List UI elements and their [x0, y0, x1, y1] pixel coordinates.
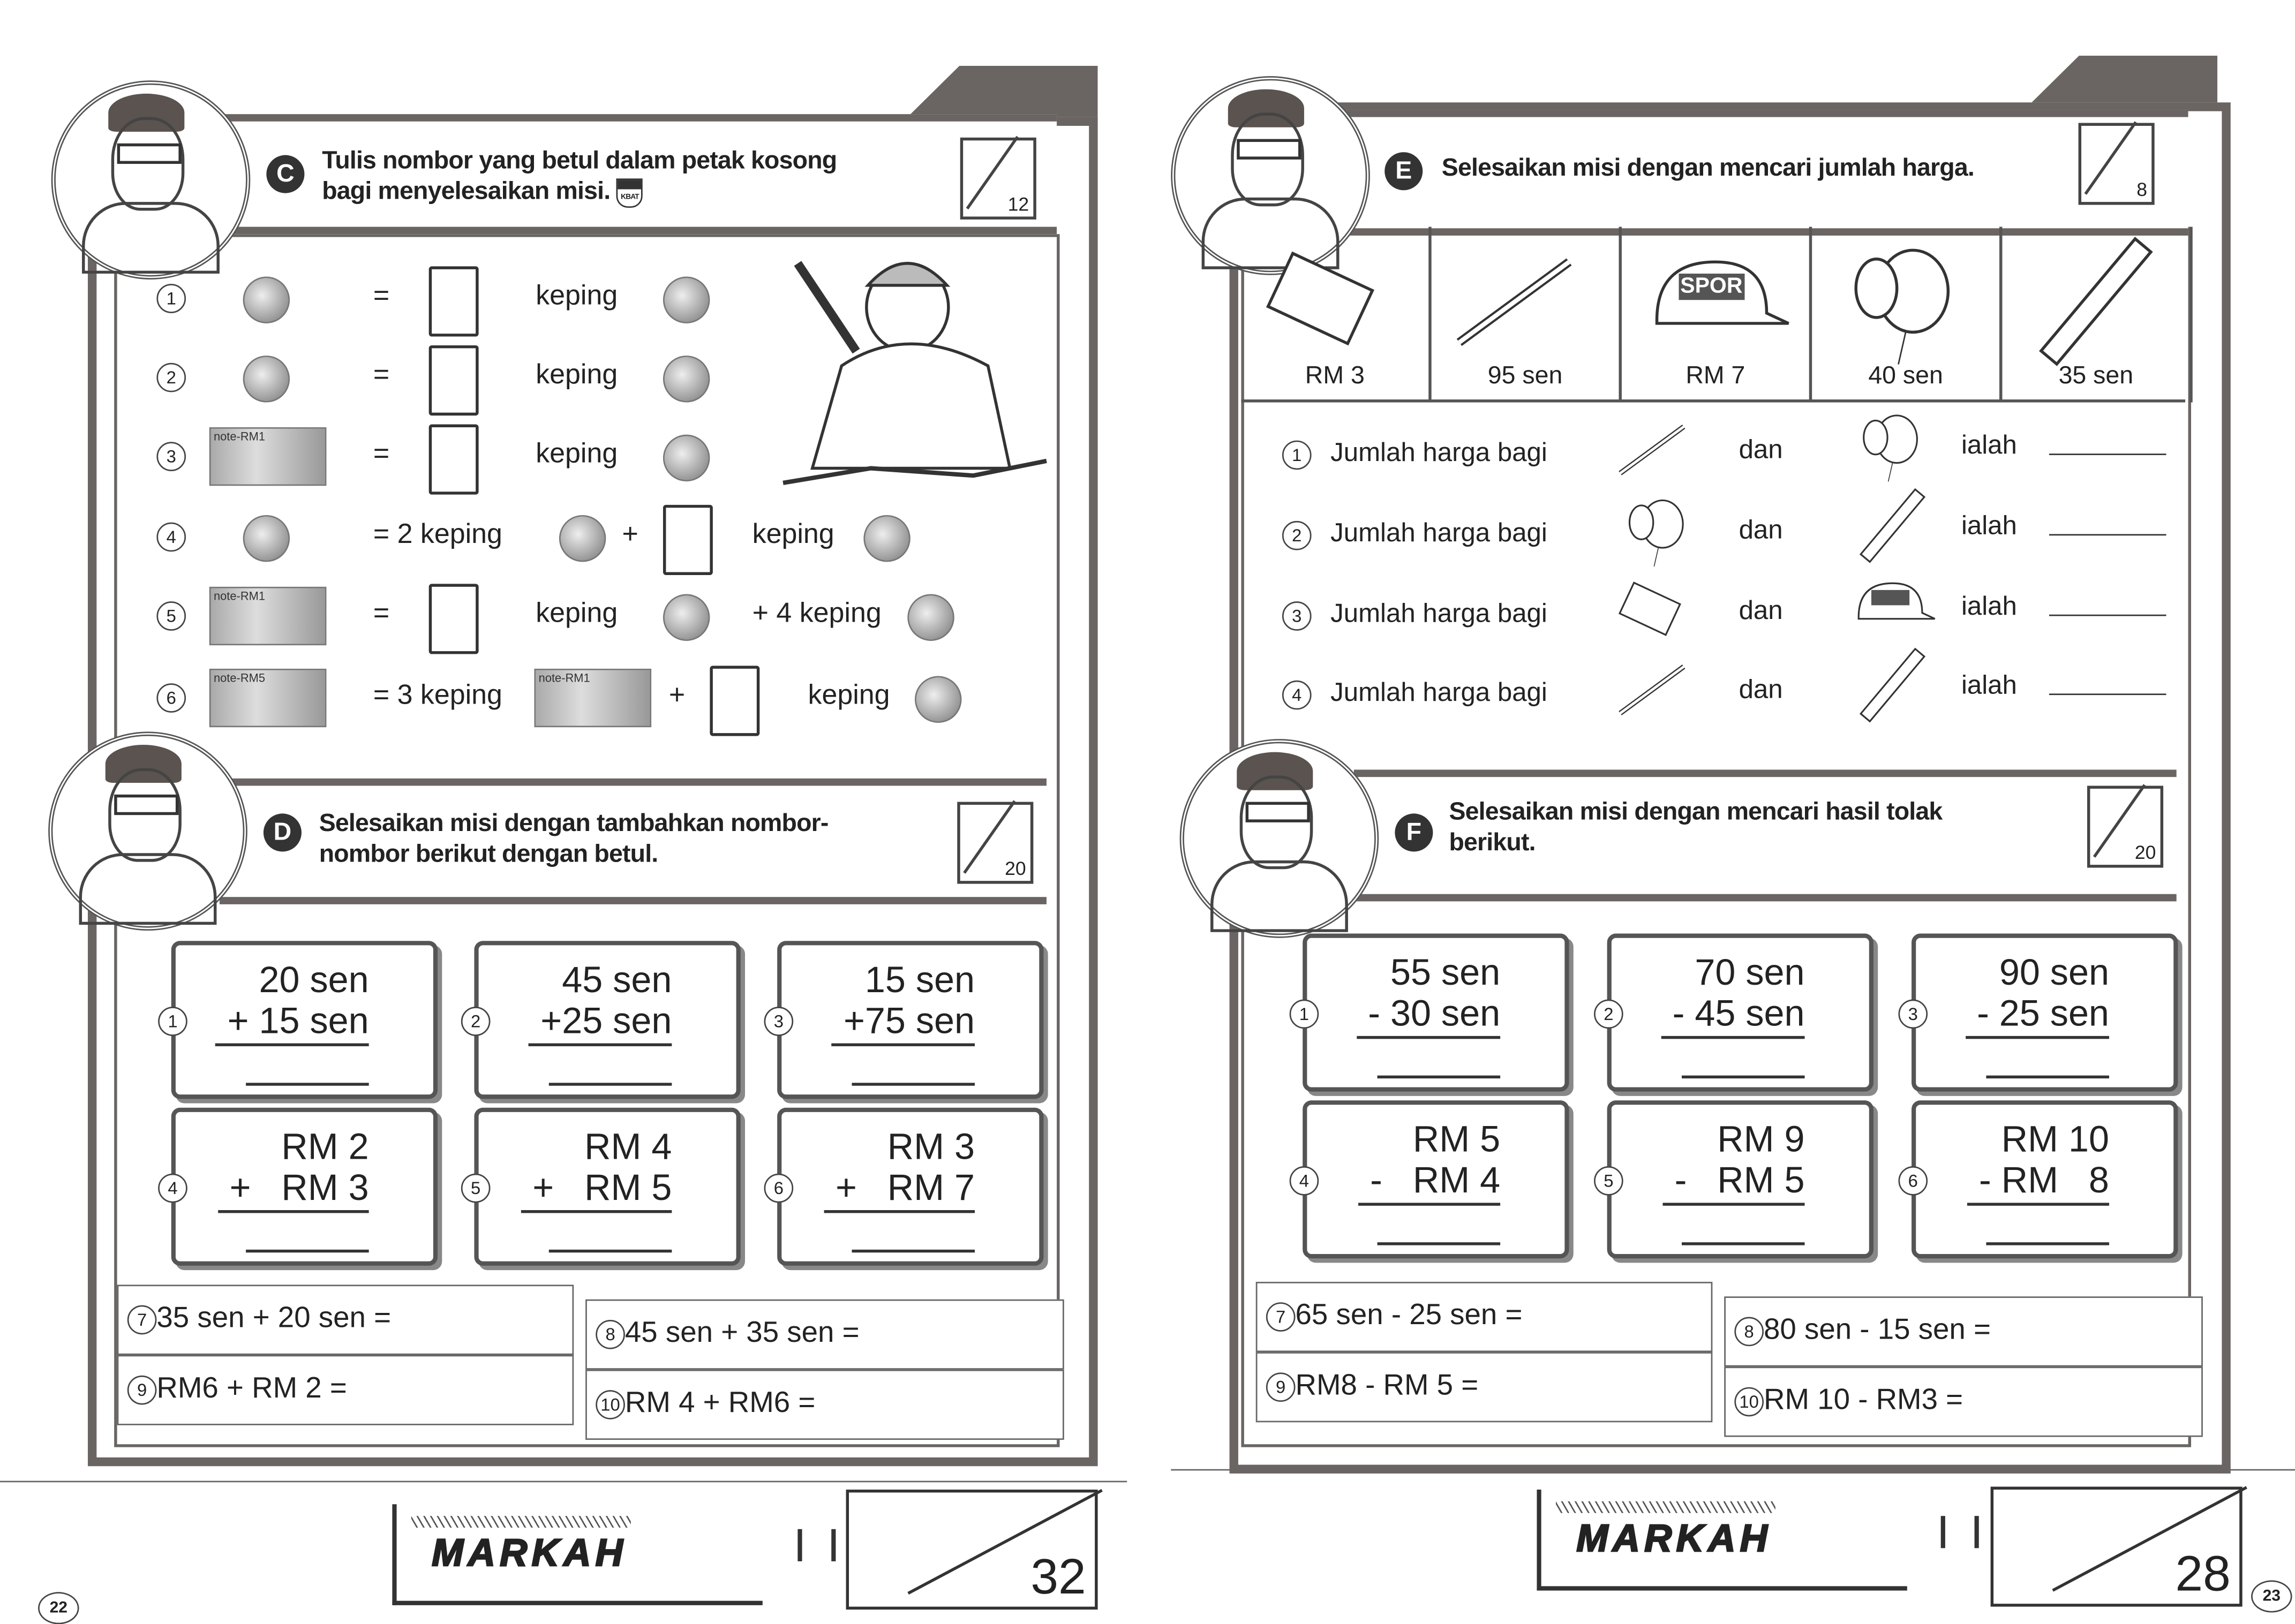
- unit-label: keping: [536, 281, 618, 312]
- answer-blank[interactable]: [2049, 454, 2166, 455]
- question-number: 1: [1282, 441, 1312, 470]
- equation-text: RM8 - RM 5 =: [1295, 1369, 1479, 1402]
- question-number: 1: [1290, 1000, 1319, 1029]
- question-number: 5: [156, 601, 186, 631]
- operand: + RM 5: [521, 1168, 672, 1213]
- kbat-hots-icon: KBAT: [616, 178, 643, 207]
- price-item: [2002, 227, 2192, 403]
- operand: RM 5: [1412, 1119, 1501, 1161]
- answer-box[interactable]: [663, 505, 713, 575]
- max-score: 20: [1005, 857, 1026, 880]
- coin-10-sen-icon: [663, 356, 710, 402]
- question-number: 9: [127, 1376, 157, 1405]
- section-f-score-box: [2087, 786, 2163, 868]
- is-label: ialah: [1961, 670, 2017, 700]
- unit-label: keping: [536, 360, 618, 391]
- answer-line[interactable]: [246, 1083, 369, 1085]
- max-score: 8: [2136, 178, 2148, 201]
- question-number: 4: [158, 1174, 187, 1203]
- section-c-instruction: [322, 145, 837, 207]
- operand: - 30 sen: [1356, 994, 1500, 1039]
- arithmetic-problem: [168, 941, 438, 1099]
- extra-term: + 4 keping: [752, 598, 882, 630]
- section-f-instruction: [1449, 796, 1942, 858]
- answer-line[interactable]: [852, 1250, 975, 1252]
- question-number: 5: [1594, 1166, 1623, 1196]
- price-item: [1812, 227, 2002, 403]
- markah-label: MARKAH: [1576, 1516, 1772, 1560]
- and-label: dan: [1739, 515, 1783, 545]
- given-term: = 2 keping: [373, 519, 502, 550]
- operand: + 15 sen: [216, 1001, 369, 1046]
- question-lead: Jumlah harga bagi: [1330, 677, 1547, 707]
- banknote-icon: note-RM1: [209, 587, 327, 645]
- question-lead: Jumlah harga bagi: [1330, 518, 1547, 548]
- answer-line[interactable]: [1682, 1076, 1805, 1078]
- coin-20-sen-icon: [663, 594, 710, 641]
- arithmetic-problem: [1908, 1100, 2178, 1258]
- and-label: dan: [1739, 595, 1783, 625]
- equals-sign: =: [373, 360, 390, 391]
- operand: + RM 3: [218, 1168, 369, 1213]
- question-number: 2: [156, 363, 186, 392]
- equation-text: 80 sen - 15 sen =: [1764, 1314, 1991, 1347]
- given-term: = 3 keping: [373, 680, 502, 712]
- question-number: 9: [1266, 1372, 1296, 1402]
- answer-box[interactable]: [429, 584, 479, 654]
- mascot-avatar: [51, 80, 251, 280]
- section-e-instruction: Selesaikan misi dengan mencari jumlah harga.: [1441, 153, 1974, 182]
- equals-sign: =: [373, 439, 390, 470]
- max-score: 20: [2134, 841, 2156, 864]
- question-number: 3: [1898, 1000, 1928, 1029]
- equation-row[interactable]: [585, 1300, 1064, 1370]
- instruction-line: berikut.: [1449, 828, 1536, 856]
- is-label: ialah: [1961, 510, 2017, 540]
- question-number: 3: [764, 1007, 794, 1036]
- arithmetic-problem: [471, 941, 740, 1099]
- equation-text: RM6 + RM 2 =: [156, 1372, 347, 1405]
- coin-20-sen-icon: [663, 435, 710, 481]
- instruction-line: Selesaikan misi dengan mencari hasil tolak: [1449, 797, 1943, 826]
- instruction-line: Tulis nombor yang betul dalam petak kosong: [322, 146, 837, 175]
- answer-line[interactable]: [246, 1250, 369, 1252]
- question-number: 5: [461, 1174, 491, 1203]
- answer-line[interactable]: [1682, 1242, 1805, 1245]
- question-number: 4: [1282, 681, 1312, 710]
- coin-5-sen-icon: [907, 594, 954, 641]
- instruction-line: Selesaikan misi dengan tambahkan nombor-: [319, 809, 829, 837]
- operand: - RM 5: [1663, 1160, 1805, 1206]
- banknote-icon: note-RM1: [209, 427, 327, 486]
- markah-banner: [392, 1504, 762, 1605]
- total-score: 32: [1030, 1550, 1086, 1605]
- equation-text: 35 sen + 20 sen =: [156, 1302, 392, 1335]
- cap-print: SPOR: [1680, 274, 1743, 299]
- question-lead: Jumlah harga bagi: [1330, 598, 1547, 628]
- operand: - RM 8: [1967, 1160, 2109, 1206]
- equation-row[interactable]: [585, 1370, 1064, 1440]
- separator-icon: [1941, 1516, 1979, 1548]
- equation-row[interactable]: [1256, 1352, 1713, 1422]
- instruction-line: nombor berikut dengan betul.: [319, 840, 658, 868]
- answer-box[interactable]: [429, 345, 479, 416]
- arithmetic-problem: [168, 1108, 438, 1266]
- question-number: 1: [158, 1007, 187, 1036]
- banknote-icon: note-RM1: [534, 669, 651, 727]
- arithmetic-problem: [1604, 934, 1873, 1092]
- answer-blank[interactable]: [2049, 693, 2166, 695]
- question-number: 2: [461, 1007, 491, 1036]
- answer-box[interactable]: [429, 266, 479, 336]
- operand: RM 2: [281, 1127, 369, 1168]
- is-label: ialah: [1961, 430, 2017, 460]
- question-number: 4: [1290, 1166, 1319, 1196]
- coin-5-sen-icon: [663, 276, 710, 323]
- markah-label: MARKAH: [432, 1530, 628, 1575]
- coin-50-sen-icon: [915, 676, 961, 723]
- arithmetic-problem: [773, 1108, 1043, 1266]
- arithmetic-problem: [1908, 934, 2178, 1092]
- equation-text: RM 4 + RM6 =: [624, 1387, 816, 1419]
- unit-label: keping: [536, 598, 618, 630]
- section-letter-badge: C: [266, 155, 304, 193]
- equation-row[interactable]: [1724, 1296, 2203, 1366]
- total-score: 28: [2175, 1546, 2231, 1603]
- equation-text: 45 sen + 35 sen =: [624, 1317, 860, 1349]
- question-number: 10: [596, 1390, 625, 1419]
- price-label: 40 sen: [1868, 361, 1943, 389]
- operand: 70 sen: [1695, 953, 1805, 994]
- and-label: dan: [1739, 674, 1783, 704]
- operand: +75 sen: [832, 1001, 975, 1046]
- operand: - 25 sen: [1965, 994, 2109, 1039]
- operand: 15 sen: [864, 960, 975, 1001]
- operand: RM 3: [887, 1127, 975, 1168]
- total-score-box: [1991, 1487, 2243, 1607]
- plus-sign: +: [668, 680, 686, 712]
- arithmetic-problem: [1299, 1100, 1569, 1258]
- answer-box[interactable]: [710, 666, 759, 736]
- operand: - RM 4: [1358, 1160, 1500, 1206]
- answer-line[interactable]: [852, 1083, 975, 1085]
- arithmetic-problem: [471, 1108, 740, 1266]
- banknote-icon: note-RM5: [209, 669, 327, 727]
- unit-label: keping: [536, 439, 618, 470]
- question-lead: Jumlah harga bagi: [1330, 437, 1547, 467]
- operand: RM 9: [1717, 1119, 1805, 1161]
- coin-50-sen-icon: [243, 356, 290, 402]
- page-number: 23: [2251, 1580, 2292, 1612]
- answer-box[interactable]: [429, 425, 479, 495]
- coin-5-sen-icon: [863, 515, 910, 562]
- equation-row[interactable]: [1256, 1282, 1713, 1352]
- mascot-avatar: [48, 731, 247, 931]
- separator-icon: [797, 1529, 836, 1561]
- and-label: dan: [1739, 434, 1783, 464]
- answer-line[interactable]: [1986, 1076, 2109, 1078]
- operand: 45 sen: [562, 960, 672, 1001]
- operand: RM 4: [584, 1127, 672, 1168]
- equation-text: RM 10 - RM3 =: [1764, 1384, 1963, 1417]
- is-label: ialah: [1961, 591, 2017, 621]
- equals-sign: =: [373, 281, 390, 312]
- section-d-score-box: [957, 802, 1033, 884]
- operand: RM 10: [2001, 1119, 2109, 1161]
- answer-line[interactable]: [1378, 1076, 1501, 1078]
- operand: +25 sen: [529, 1001, 672, 1046]
- coin-20-sen-icon: [243, 276, 290, 323]
- question-number: 6: [156, 683, 186, 713]
- question-number: 8: [596, 1320, 625, 1349]
- price-item: [1241, 227, 1431, 403]
- question-number: 2: [1594, 1000, 1623, 1029]
- price-item: [1432, 227, 1622, 403]
- section-d-instruction: [319, 808, 829, 870]
- arithmetic-problem: [1299, 934, 1569, 1092]
- operand: 90 sen: [1999, 953, 2109, 994]
- price-label: 35 sen: [2058, 361, 2134, 389]
- plus-sign: +: [622, 519, 638, 550]
- section-letter-badge: D: [264, 813, 302, 851]
- kid-illustration-icon: [754, 205, 1061, 512]
- question-number: 10: [1734, 1387, 1764, 1417]
- operand: 20 sen: [259, 960, 369, 1001]
- question-number: 8: [1734, 1317, 1764, 1347]
- answer-line[interactable]: [549, 1083, 672, 1085]
- equation-row[interactable]: [117, 1285, 574, 1355]
- answer-blank[interactable]: [2049, 615, 2166, 616]
- question-number: 2: [1282, 521, 1312, 550]
- max-score: 12: [1007, 193, 1029, 215]
- question-number: 3: [156, 442, 186, 471]
- equation-row[interactable]: [117, 1355, 574, 1425]
- question-number: 6: [764, 1174, 794, 1203]
- answer-blank[interactable]: [2049, 534, 2166, 535]
- markah-banner: [1537, 1490, 1907, 1591]
- answer-line[interactable]: [1378, 1242, 1501, 1245]
- mascot-avatar: [1180, 739, 1379, 938]
- question-number: 3: [1282, 601, 1312, 631]
- divider: [0, 1481, 1127, 1483]
- instruction-line: bagi menyelesaikan misi.: [322, 177, 611, 205]
- question-number: 7: [1266, 1302, 1296, 1332]
- unit-label: keping: [752, 519, 834, 550]
- divider: [1171, 1469, 2295, 1471]
- answer-line[interactable]: [1986, 1242, 2109, 1245]
- price-label: 95 sen: [1487, 361, 1563, 389]
- answer-line[interactable]: [549, 1250, 672, 1252]
- price-label: RM 7: [1685, 361, 1745, 389]
- coin-50-sen-icon: [243, 515, 290, 562]
- equation-text: 65 sen - 25 sen =: [1295, 1299, 1523, 1332]
- unit-label: keping: [808, 680, 890, 712]
- operand: + RM 7: [824, 1168, 975, 1213]
- equation-row[interactable]: [1724, 1366, 2203, 1437]
- coin-20-sen-icon: [559, 515, 606, 562]
- question-number: 1: [156, 284, 186, 313]
- page-number: 22: [38, 1592, 79, 1624]
- equals-sign: =: [373, 598, 390, 630]
- price-label: RM 3: [1305, 361, 1365, 389]
- question-number: 7: [127, 1305, 157, 1335]
- question-number: 6: [1898, 1166, 1928, 1196]
- section-e-score-box: [2079, 123, 2155, 205]
- section-letter-badge: F: [1395, 813, 1433, 851]
- arithmetic-problem: [773, 941, 1043, 1099]
- price-item: [1622, 227, 1812, 403]
- section-letter-badge: E: [1384, 152, 1423, 190]
- arithmetic-problem: [1604, 1100, 1873, 1258]
- question-number: 4: [156, 523, 186, 552]
- total-score-box: [846, 1490, 1098, 1610]
- operand: 55 sen: [1390, 953, 1501, 994]
- operand: - 45 sen: [1661, 994, 1805, 1039]
